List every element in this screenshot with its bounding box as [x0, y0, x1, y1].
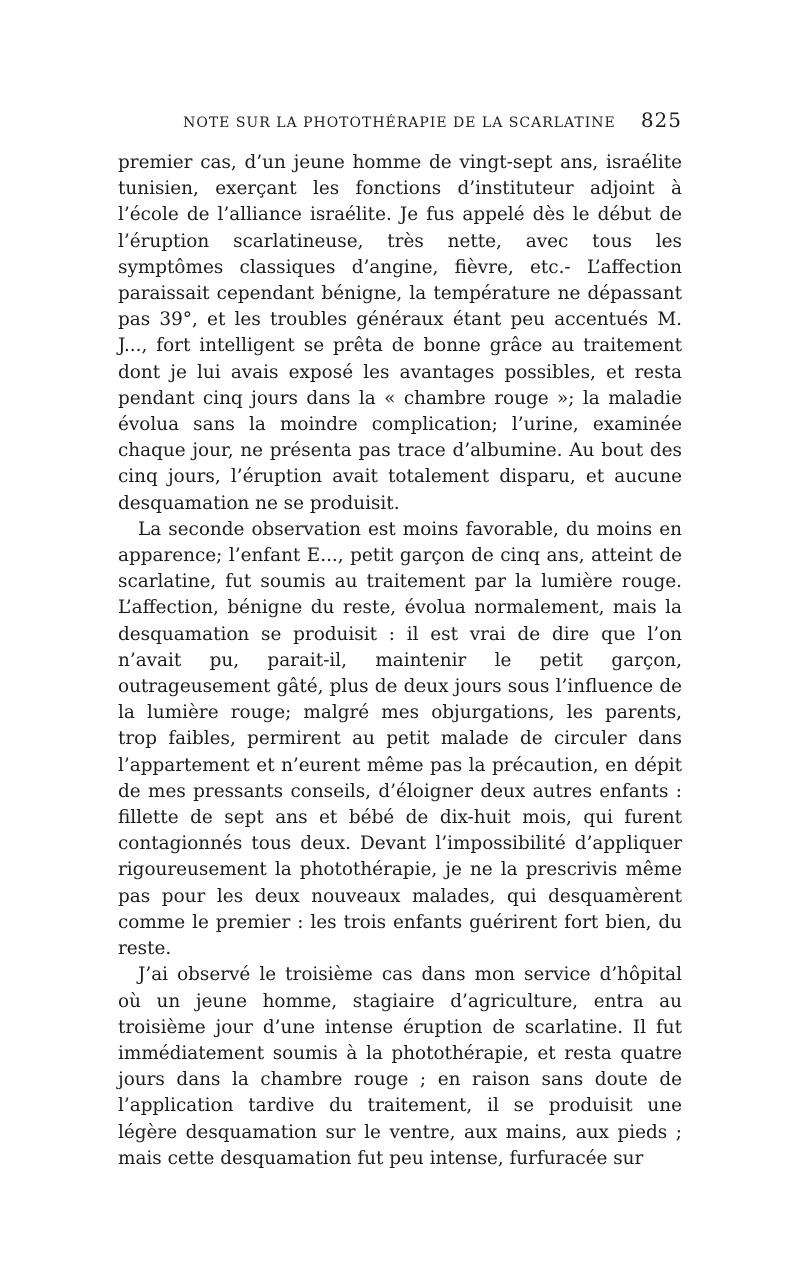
paragraph-third-case: J’ai observé le troisième cas dans mon service d’hôpital où un jeune homme, stagiaire d’agriculture, entra au troisième jour d’une intense éruption de scarlatine. Il fut immédiatement soumis à la photothérapie, et resta quatre jours dans la chambre rouge ; en raison sans doute de l’application tardive du traitement, il se produisit une légère desquamation sur le ventre, aux mains, aux pieds ; mais cette desquamation fut peu intense, furfuracée sur — [118, 964, 682, 1169]
paragraph-continued: premier cas, d’un jeune homme de vingt-sept ans, israélite tunisien, exerçant les fonctions d’instituteur adjoint à l’école de l’alliance israélite. Je fus appelé dès le début de l’éruption scarlatineuse, très nette, avec tous les symptômes classiques d’angine, fièvre, etc.- L’affection paraissait cependant bénigne, la température ne dépassant pas 39°, et les troubles généraux étant peu accentués M. J..., fort intelligent se prêta de bonne grâce au traitement dont je lui avais exposé les avantages possibles, et resta pendant cinq jours dans la « chambre rouge »; la maladie évolua sans la moindre complication; l’urine, examinée chaque jour, ne présenta pas trace d’albumine. Au bout des cinq jours, l’éruption avait totalement disparu, et aucune desquamation ne se produisit. — [118, 152, 682, 514]
body-text — [118, 150, 682, 1172]
page-number: 825 — [640, 108, 682, 132]
book-page — [118, 108, 682, 1172]
running-head — [118, 108, 682, 140]
running-title: NOTE SUR LA PHOTOTHÉRAPIE DE LA SCARLATINE — [183, 115, 616, 131]
paragraph-second-observation: La seconde observation est moins favorable, du moins en apparence; l’enfant E..., petit garçon de cinq ans, atteint de scarlatine, fut soumis au traitement par la lumière rouge. L’affection, bénigne du reste, évolua normalement, mais la desquamation se produisit : il est vrai de dire que l’on n’avait pu, parait-il, maintenir le petit garçon, outrageusement gâté, plus de deux jours sous l’influence de la lumière rouge; malgré mes objurgations, les parents, trop faibles, permirent au petit malade de circuler dans l’appartement et n’eurent même pas la précaution, en dépit de mes pressants conseils, d’éloigner deux autres enfants : fillette de sept ans et bébé de dix-huit mois, qui furent contagionnés tous deux. Devant l’impossibilité d’appliquer rigoureusement la photothérapie, je ne la prescrivis même pas pour les deux nouveaux malades, qui desquamèrent comme le premier : les trois enfants guérirent fort bien, du reste. — [118, 518, 682, 960]
